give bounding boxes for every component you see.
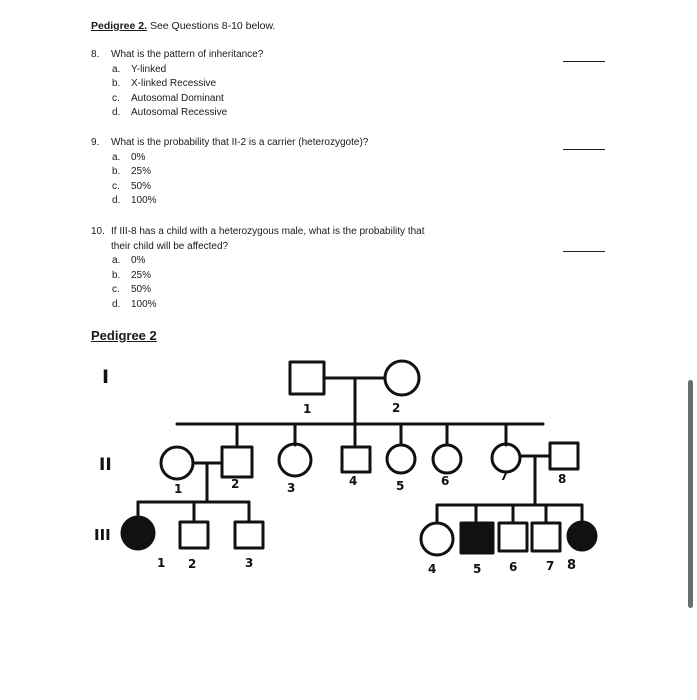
- option-a: [91, 63, 263, 78]
- question-number: 8.: [91, 49, 100, 60]
- option-b: [91, 165, 368, 180]
- option-letter: c.: [112, 180, 120, 192]
- gen3-male-3: [235, 522, 263, 548]
- question-text: What is the pattern of inheritance?: [111, 49, 264, 60]
- option-letter: b.: [112, 166, 121, 178]
- gen3-affected-female-1: [122, 517, 154, 549]
- pedigree-diagram: [0, 340, 697, 600]
- worksheet-heading: [91, 20, 275, 32]
- option-text: 0%: [131, 255, 146, 267]
- gen3-male-2: [180, 522, 208, 548]
- option-letter: c.: [112, 284, 120, 296]
- option-text: 25%: [131, 166, 152, 178]
- option-b: [91, 269, 425, 284]
- gen3-number: 6: [509, 560, 518, 574]
- generation-label-III: III: [94, 526, 111, 544]
- option-text: Autosomal Recessive: [131, 107, 228, 119]
- gen2-number: 5: [396, 479, 405, 493]
- option-letter: d.: [112, 298, 121, 310]
- gen2-number: 3: [287, 481, 296, 495]
- option-a: [91, 254, 425, 269]
- answer-blank-8[interactable]: [563, 61, 605, 62]
- gen3-number: 4: [428, 562, 437, 576]
- option-c: [91, 180, 368, 195]
- option-c: [91, 283, 425, 298]
- generation-label-I: I: [102, 366, 110, 388]
- gen3-number: 3: [245, 556, 254, 570]
- generation-label-II: II: [99, 455, 112, 475]
- option-letter: b.: [112, 269, 121, 281]
- gen2-male-4: [342, 447, 370, 472]
- gen2-number: 6: [441, 474, 450, 488]
- gen3-male-6: [499, 523, 527, 551]
- heading-instructions: See Questions 8-10 below.: [147, 20, 276, 32]
- question-text: What is the probability that II-2 is a carrier (heterozygote)?: [111, 137, 369, 148]
- gen3-number: 1: [157, 556, 166, 570]
- gen2-number: 1: [174, 482, 183, 496]
- option-letter: b.: [112, 78, 121, 90]
- gen2-female-6: [433, 445, 461, 473]
- gen1-male-1: [290, 362, 324, 394]
- option-letter: a.: [112, 255, 121, 267]
- gen2-number: 2: [231, 477, 240, 491]
- gen3-number: 7: [546, 559, 555, 573]
- gen3-female-4: [421, 523, 453, 555]
- option-d: [91, 106, 263, 121]
- gen2-male-8: [550, 443, 578, 469]
- option-a: [91, 151, 368, 166]
- question-9: [91, 136, 368, 209]
- option-c: [91, 92, 263, 107]
- option-text: 0%: [131, 151, 146, 163]
- option-text: 50%: [131, 284, 152, 296]
- heading-title: Pedigree 2.: [91, 20, 148, 32]
- gen2-male-2: [222, 447, 252, 477]
- gen3-affected-female-8: [568, 522, 596, 550]
- question-8: [91, 48, 263, 121]
- option-text: Y-linked: [131, 63, 167, 75]
- gen1-number: 2: [392, 401, 401, 415]
- gen2-number: 7: [500, 469, 509, 483]
- question-text: If III-8 has a child with a heterozygous male, what is the probability that: [111, 226, 425, 237]
- answer-blank-9[interactable]: [563, 149, 605, 150]
- gen1-number: 1: [303, 402, 312, 416]
- option-d: [91, 194, 368, 209]
- option-letter: d.: [112, 107, 121, 119]
- option-text: 100%: [131, 195, 157, 207]
- option-text: X-linked Recessive: [131, 78, 217, 90]
- pedigree-title: Pedigree 2: [91, 328, 157, 343]
- gen3-number: 8: [567, 558, 577, 573]
- option-letter: d.: [112, 195, 121, 207]
- option-text: Autosomal Dominant: [131, 92, 224, 104]
- gen3-male-7: [532, 523, 560, 551]
- question-10: [91, 225, 425, 313]
- option-letter: a.: [112, 151, 121, 163]
- option-text: 50%: [131, 180, 152, 192]
- question-number: 10.: [91, 226, 105, 237]
- option-b: [91, 77, 263, 92]
- scrollbar[interactable]: [688, 380, 693, 608]
- gen2-female-5: [387, 445, 415, 473]
- gen3-number: 2: [188, 557, 197, 571]
- option-letter: a.: [112, 63, 121, 75]
- gen3-number: 5: [473, 562, 482, 576]
- option-text: 100%: [131, 298, 157, 310]
- option-letter: c.: [112, 92, 120, 104]
- gen2-number: 4: [349, 474, 358, 488]
- question-text-continued: their child will be affected?: [111, 240, 229, 252]
- answer-blank-10[interactable]: [563, 251, 605, 252]
- gen1-female-2: [385, 361, 419, 395]
- option-text: 25%: [131, 269, 152, 281]
- gen3-affected-male-5: [461, 523, 493, 553]
- option-d: [91, 298, 425, 313]
- gen2-female-7: [492, 444, 520, 472]
- gen2-female-1: [161, 447, 193, 479]
- question-number: 9.: [91, 137, 100, 148]
- gen2-female-3: [279, 444, 311, 476]
- gen2-number: 8: [558, 472, 567, 486]
